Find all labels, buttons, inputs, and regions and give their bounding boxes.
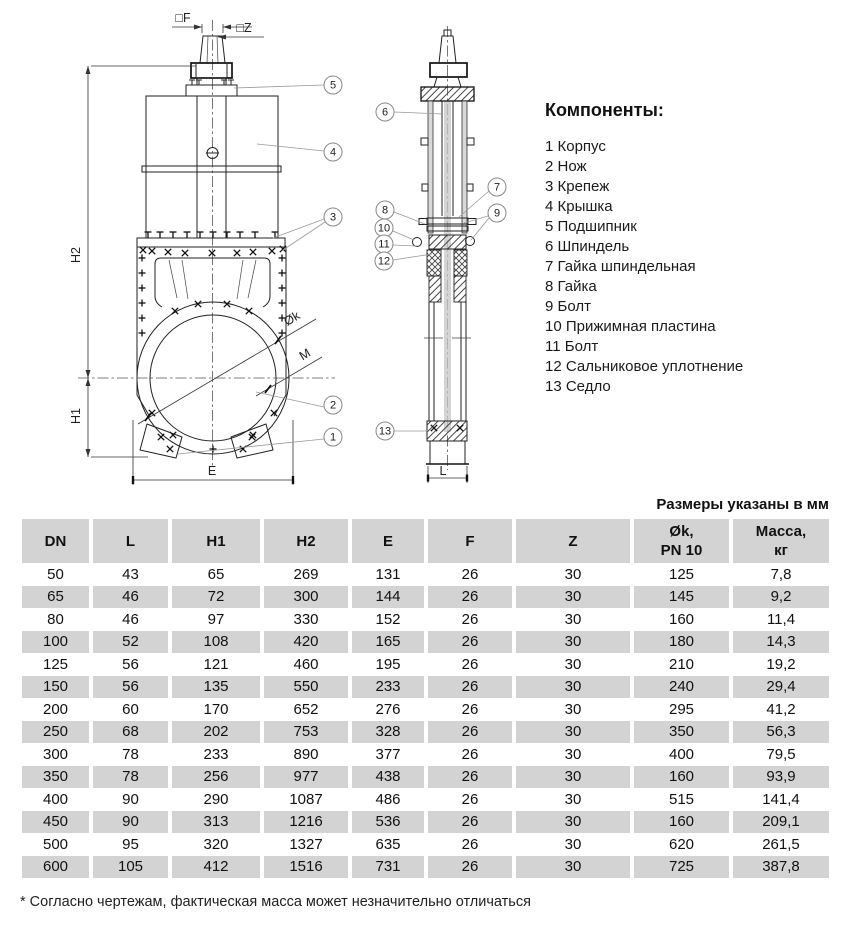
table-cell: 90 (122, 790, 139, 808)
table-cell: 68 (93, 721, 168, 744)
table-cell: 30 (516, 811, 630, 834)
table-cell: 43 (122, 565, 139, 583)
table-cell: 170 (203, 700, 229, 718)
table-cell: 210 (668, 655, 695, 673)
table-cell: 14,3 (733, 631, 829, 654)
component-item: 11 Болт (545, 338, 599, 355)
table-cell: 100 (22, 631, 89, 654)
table-cell: 56 (122, 655, 139, 673)
table-cell: 26 (428, 631, 512, 654)
dim-Ok (138, 308, 316, 424)
table-cell: 105 (93, 856, 168, 879)
table-cell: 9,2 (733, 586, 829, 609)
table-cell: 200 (42, 700, 69, 718)
label-Ok: Øk (281, 308, 303, 329)
label-H2: H2 (69, 247, 83, 263)
table-cell: 387,8 (733, 856, 829, 879)
table-cell: 290 (203, 790, 229, 808)
table-cell: 652 (293, 700, 319, 718)
table-cell: 26 (461, 655, 479, 673)
table-cell: 145 (634, 586, 729, 609)
table-cell: 26 (461, 790, 479, 808)
component-item: 12 Сальниковое уплотнение (545, 358, 744, 375)
table-cell: 19,2 (766, 655, 796, 673)
table-cell: 233 (203, 745, 229, 763)
table-cell: 26 (461, 835, 479, 853)
svg-text:3: 3 (329, 211, 337, 224)
table-cell: 41,2 (766, 700, 796, 718)
table-cell: 46 (122, 610, 139, 628)
table-cell: 26 (461, 565, 479, 583)
table-cell: 30 (516, 856, 630, 879)
table-header-cell: Øk, PN 10 (634, 519, 729, 563)
component-item: 2 Нож (545, 158, 587, 175)
callout-12 (375, 252, 432, 270)
table-cell: 250 (22, 721, 89, 744)
table-cell: 1087 (289, 790, 323, 808)
callout-13 (376, 422, 428, 440)
label-Z: □Z (236, 21, 252, 35)
table-cell: 30 (564, 790, 582, 808)
table-header-cell: Масса, кг (733, 519, 829, 563)
table-cell: 977 (264, 766, 348, 789)
table-cell: 52 (93, 631, 168, 654)
table-cell: 195 (375, 655, 401, 673)
table-cell: 320 (203, 835, 229, 853)
table-cell: 30 (516, 721, 630, 744)
table-cell: 121 (203, 655, 229, 673)
footnote: * Согласно чертежам, фактическая масса может незначительно отличаться (20, 894, 531, 910)
table-cell: 78 (93, 766, 168, 789)
callout-2 (256, 392, 342, 414)
table-cell: 90 (93, 811, 168, 834)
table-cell: 450 (22, 811, 89, 834)
table-cell: 30 (564, 655, 582, 673)
table-cell: 7,8 (770, 565, 792, 583)
packing (427, 250, 441, 276)
label-E: E (207, 464, 217, 478)
table-cell: 108 (172, 631, 260, 654)
seat (427, 421, 467, 441)
svg-text:4: 4 (329, 146, 337, 159)
table-cell: 131 (375, 565, 401, 583)
table-cell: 420 (264, 631, 348, 654)
dim-L (428, 464, 467, 483)
table-cell: 150 (22, 676, 89, 699)
table-cell: 536 (352, 811, 424, 834)
callout-9 (464, 204, 506, 240)
table-cell: 141,4 (762, 790, 800, 808)
table-cell: 93,9 (733, 766, 829, 789)
table-cell: 515 (668, 790, 695, 808)
table-cell: 50 (47, 565, 64, 583)
table-cell: 26 (461, 700, 479, 718)
table-cell: 1516 (264, 856, 348, 879)
table-cell: 80 (47, 610, 64, 628)
component-item: 10 Прижимная пластина (545, 318, 716, 335)
table-cell: 377 (375, 745, 401, 763)
svg-text:9: 9 (493, 207, 501, 220)
svg-text:13: 13 (378, 425, 392, 438)
label-M: M (296, 345, 314, 364)
table-cell: 725 (634, 856, 729, 879)
table-header-cell: F (428, 519, 512, 563)
table-cell: 330 (293, 610, 319, 628)
bonnet (142, 96, 281, 238)
components-list (545, 137, 743, 397)
svg-text:11: 11 (378, 238, 390, 251)
top-plate (421, 87, 474, 101)
table-cell: 261,5 (762, 835, 800, 853)
table-cell: 328 (352, 721, 424, 744)
table-cell: 29,4 (733, 676, 829, 699)
table-cell: 65 (22, 586, 89, 609)
table-cell: 731 (352, 856, 424, 879)
table-cell: 56 (93, 676, 168, 699)
component-item: 13 Седло (545, 378, 611, 395)
table-cell: 152 (375, 610, 401, 628)
callout-5 (234, 76, 342, 94)
table-cell: 26 (428, 586, 512, 609)
table-cell: 350 (634, 721, 729, 744)
svg-text:6: 6 (381, 106, 389, 119)
svg-text:10: 10 (377, 222, 391, 235)
table-cell: 30 (516, 676, 630, 699)
table-cell: 400 (668, 745, 695, 763)
table-cell: 240 (634, 676, 729, 699)
table-cell: 300 (42, 745, 69, 763)
table-cell: 276 (375, 700, 401, 718)
table-cell: 11,4 (766, 610, 796, 628)
table-cell: 550 (264, 676, 348, 699)
bearing (191, 63, 232, 78)
table-cell: 233 (352, 676, 424, 699)
component-item: 1 Корпус (545, 138, 606, 155)
table-cell: 30 (516, 586, 630, 609)
table-cell: 30 (564, 610, 582, 628)
table-header-cell: L (93, 519, 168, 563)
table-cell: 160 (634, 811, 729, 834)
table-cell: 350 (22, 766, 89, 789)
table-cell: 26 (461, 745, 479, 763)
table-cell: 26 (428, 766, 512, 789)
table-header-cell: E (352, 519, 424, 563)
components-section (545, 100, 743, 397)
table-cell: 56,3 (733, 721, 829, 744)
svg-text:2: 2 (329, 399, 337, 412)
svg-text:8: 8 (381, 204, 389, 217)
table-cell: 26 (461, 610, 479, 628)
table-cell: 209,1 (733, 811, 829, 834)
pressure-plate (429, 235, 466, 249)
table-cell: 144 (352, 586, 424, 609)
table-header-cell: H1 (172, 519, 260, 563)
table-cell: 125 (668, 565, 695, 583)
dimensions-table (22, 519, 829, 878)
table-cell: 165 (352, 631, 424, 654)
table-cell: 620 (668, 835, 695, 853)
table-cell: 160 (634, 766, 729, 789)
table-cell: 269 (293, 565, 319, 583)
component-item: 7 Гайка шпиндельная (545, 258, 696, 275)
table-cell: 65 (207, 565, 225, 583)
table-cell: 412 (172, 856, 260, 879)
units-note: Размеры указаны в мм (656, 496, 829, 513)
svg-text:5: 5 (329, 79, 337, 92)
table-cell: 72 (172, 586, 260, 609)
table-cell: 180 (634, 631, 729, 654)
table-cell: 300 (264, 586, 348, 609)
table-cell: 97 (207, 610, 225, 628)
table-cell: 60 (122, 700, 139, 718)
component-item: 3 Крепеж (545, 178, 610, 195)
table-cell: 30 (564, 565, 582, 583)
component-item: 6 Шпиндель (545, 238, 630, 255)
component-item: 5 Подшипник (545, 218, 637, 235)
table-cell: 30 (516, 631, 630, 654)
knife-blade (444, 101, 451, 432)
callout-4 (257, 143, 342, 161)
component-item: 9 Болт (545, 298, 591, 315)
table-cell: 79,5 (766, 745, 796, 763)
table-cell: 313 (172, 811, 260, 834)
table-cell: 1216 (264, 811, 348, 834)
table-cell: 635 (375, 835, 401, 853)
label-L: L (439, 464, 447, 478)
component-item: 8 Гайка (545, 278, 597, 295)
table-cell: 30 (564, 835, 582, 853)
table-header-cell: H2 (264, 519, 348, 563)
table-header-cell: DN (22, 519, 89, 563)
callout-11 (375, 235, 417, 253)
dim-H (69, 66, 196, 457)
components-title: Компоненты: (545, 100, 664, 120)
table-cell: 78 (122, 745, 139, 763)
table-cell: 890 (293, 745, 319, 763)
table-cell: 46 (93, 586, 168, 609)
side-view (375, 26, 506, 483)
bonnet-top-plate (186, 80, 237, 96)
table-cell: 460 (293, 655, 319, 673)
table-cell: 500 (42, 835, 69, 853)
table-cell: 26 (428, 811, 512, 834)
callout-3 (273, 208, 342, 250)
callout-1 (178, 428, 342, 454)
table-cell: 125 (42, 655, 69, 673)
table-cell: 26 (428, 856, 512, 879)
table-cell: 486 (375, 790, 401, 808)
table-cell: 1327 (289, 835, 323, 853)
table-cell: 753 (264, 721, 348, 744)
table-cell: 30 (564, 700, 582, 718)
table-cell: 600 (22, 856, 89, 879)
label-H1: H1 (69, 408, 83, 424)
table-header-cell: Z (516, 519, 630, 563)
body-flange (137, 232, 286, 256)
right-foot (231, 424, 273, 458)
front-view (69, 11, 342, 485)
table-cell: 30 (564, 745, 582, 763)
dim-Z (218, 21, 264, 40)
svg-text:7: 7 (493, 181, 501, 194)
valve-body (137, 247, 289, 458)
table-cell: 26 (428, 676, 512, 699)
table-cell: 95 (122, 835, 139, 853)
table-cell: 256 (172, 766, 260, 789)
table-cell: 30 (516, 766, 630, 789)
label-F: □F (175, 11, 191, 25)
svg-text:1: 1 (329, 431, 337, 444)
component-item: 4 Крышка (545, 198, 613, 215)
svg-text:12: 12 (377, 255, 391, 268)
table-cell: 400 (42, 790, 69, 808)
table-cell: 295 (668, 700, 695, 718)
table-cell: 438 (352, 766, 424, 789)
table-cell: 160 (668, 610, 695, 628)
table-cell: 135 (172, 676, 260, 699)
table-cell: 202 (172, 721, 260, 744)
table-cell: 26 (428, 721, 512, 744)
